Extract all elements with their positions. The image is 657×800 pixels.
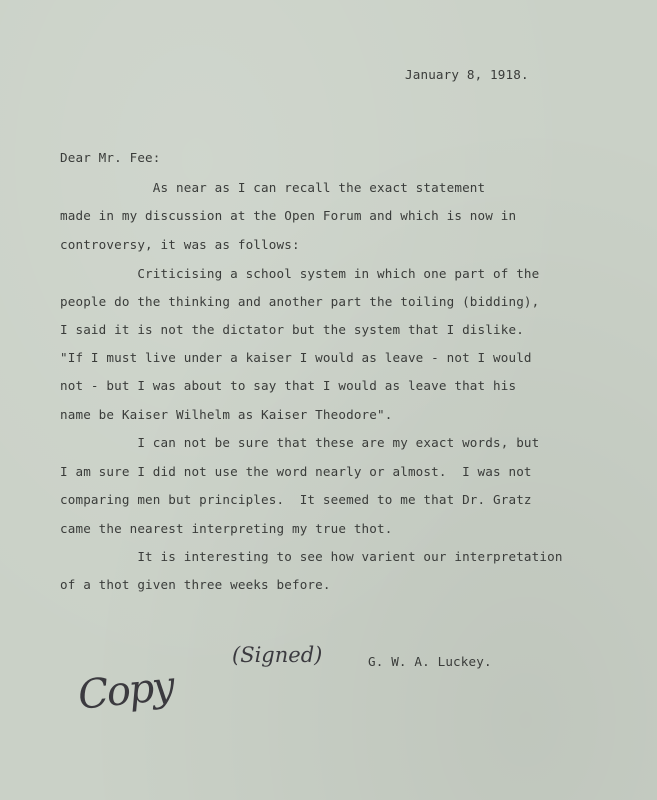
body-line: I am sure I did not use the word nearly or almost. I was not: [60, 464, 532, 479]
body-line: "If I must live under a kaiser I would as leave - not I would: [60, 350, 532, 365]
signed-handwritten: (Signed): [232, 643, 323, 667]
copy-handwritten: Copy: [75, 663, 176, 719]
body-line: I said it is not the dictator but the system that I dislike.: [60, 322, 524, 337]
typed-signature: G. W. A. Luckey.: [368, 654, 492, 669]
body-line: controversy, it was as follows:: [60, 237, 300, 252]
body-line: comparing men but principles. It seemed to me that Dr. Gratz: [60, 492, 532, 507]
body-line: came the nearest interpreting my true thot.: [60, 521, 393, 536]
body-line: of a thot given three weeks before.: [60, 577, 331, 592]
body-line: name be Kaiser Wilhelm as Kaiser Theodore".: [60, 407, 393, 422]
body-line: It is interesting to see how varient our interpretation: [60, 549, 563, 564]
letter-greeting: Dear Mr. Fee:: [60, 150, 161, 165]
body-line: not - but I was about to say that I would as leave that his: [60, 378, 517, 393]
body-line: made in my discussion at the Open Forum and which is now in: [60, 208, 517, 223]
body-line: As near as I can recall the exact statement: [60, 180, 486, 195]
body-line: Criticising a school system in which one part of the: [60, 266, 540, 281]
body-line: I can not be sure that these are my exact words, but: [60, 435, 540, 450]
body-line: people do the thinking and another part the toiling (bidding),: [60, 294, 540, 309]
letter-date: January 8, 1918.: [405, 67, 529, 82]
